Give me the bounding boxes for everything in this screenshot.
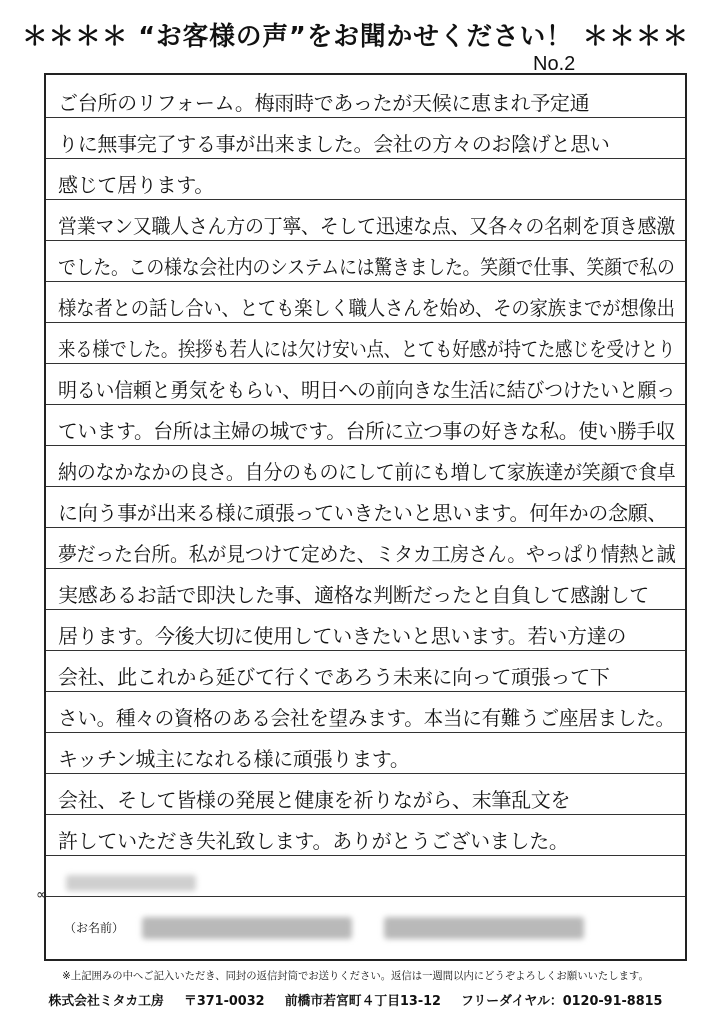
signature-mark-icon: ∞	[36, 887, 48, 903]
ruled-line	[46, 158, 685, 159]
letter-line: 来る様でした。挨拶も若人には欠け安い点、とても好感が持てた感じを受けとり	[58, 337, 676, 361]
ruled-line	[46, 117, 685, 118]
letter-line: 納のなかなかの良さ。自分のものにして前にも増して家族達が笑顔で食卓	[58, 460, 676, 484]
ruled-line	[46, 199, 685, 200]
letter-line: りに無事完了する事が出来ました。会社の方々のお陰げと思い	[58, 132, 610, 156]
ruled-line	[46, 240, 685, 241]
footnote: ※上記囲みの中へご記入いただき、同封の返信封筒でお送りください。返信は一週間以内にどうぞよろしくお願いいたします。	[62, 970, 649, 982]
company-name: 株式会社ミタカ工房	[48, 994, 164, 1009]
ruled-line	[46, 404, 685, 405]
postal-code: 〒371-0032	[184, 994, 265, 1009]
letter-line: に向う事が出来る様に頑張っていきたいと思います。何年かの念願、	[58, 501, 668, 525]
ruled-line	[46, 445, 685, 446]
ruled-line	[46, 281, 685, 282]
ruled-line	[46, 814, 685, 815]
ruled-line	[46, 322, 685, 323]
ruled-line	[46, 609, 685, 610]
letter-line: ご台所のリフォーム。梅雨時であったが天候に恵まれ予定通	[58, 91, 590, 115]
letter-line: 会社、此これから延びて行くであろう未来に向って頑張って下	[58, 665, 610, 689]
letter-line: キッチン城主になれる様に頑張ります。	[58, 747, 410, 771]
letter-line: 居ります。今後大切に使用していきたいと思います。若い方達の	[58, 624, 627, 648]
free-dial: フリーダイヤル：0120-91-8815	[461, 994, 663, 1009]
page-number: No.2	[533, 53, 576, 75]
letter-line: 様な者との話し合い、とても楽しく職人さんを始め、その家族までが想像出	[58, 296, 675, 320]
ruled-line	[46, 773, 685, 774]
ruled-line	[46, 363, 685, 364]
company-footer	[5, 990, 705, 1009]
blurred-name-2	[384, 917, 584, 939]
handwritten-letter-sheet	[36, 73, 687, 961]
ruled-line	[46, 486, 685, 487]
letter-line: ています。台所は主婦の城です。台所に立つ事の好きな私。使い勝手収	[58, 419, 676, 443]
letter-line: さい。種々の資格のある会社を望みます。本当に有難うご座居ました。	[58, 706, 675, 730]
ruled-line	[46, 650, 685, 651]
ruled-line	[46, 568, 685, 569]
ruled-line	[46, 527, 685, 528]
form-title: ＊＊＊＊ “お客様の声”をお聞かせください！ ＊＊＊＊	[21, 22, 690, 52]
letter-line: 許していただき失礼致します。ありがとうございました。	[58, 829, 569, 853]
blurred-name	[142, 917, 352, 939]
company-address: 前橋市若宮町４丁目13-12	[284, 994, 441, 1009]
ruled-line	[46, 732, 685, 733]
ruled-line	[46, 855, 685, 856]
ruled-line	[46, 691, 685, 692]
letter-line: 明るい信頼と勇気をもらい、明日への前向きな生活に結びつけたいと願っ	[58, 378, 675, 402]
letter-line: 営業マン又職人さん方の丁寧、そして迅速な点、又各々の名刺を頂き感激	[58, 214, 675, 238]
letter-line: 実感あるお話で即決した事、適格な判断だったと自負して感謝して	[58, 583, 649, 607]
ruled-line	[46, 896, 685, 897]
letter-line: 会社、そして皆様の発展と健康を祈りながら、末筆乱文を	[58, 788, 571, 812]
name-label: （お名前）	[64, 921, 125, 935]
letter-line: 夢だった台所。私が見つけて定めた、ミタカ工房さん。やっぱり情熱と誠	[58, 542, 676, 566]
letter-line: でした。この様な会社内のシステムには驚きました。笑顔で仕事、笑顔で私の	[58, 255, 675, 279]
blurred-address	[66, 875, 196, 891]
letter-line: 感じて居ります。	[58, 173, 214, 197]
